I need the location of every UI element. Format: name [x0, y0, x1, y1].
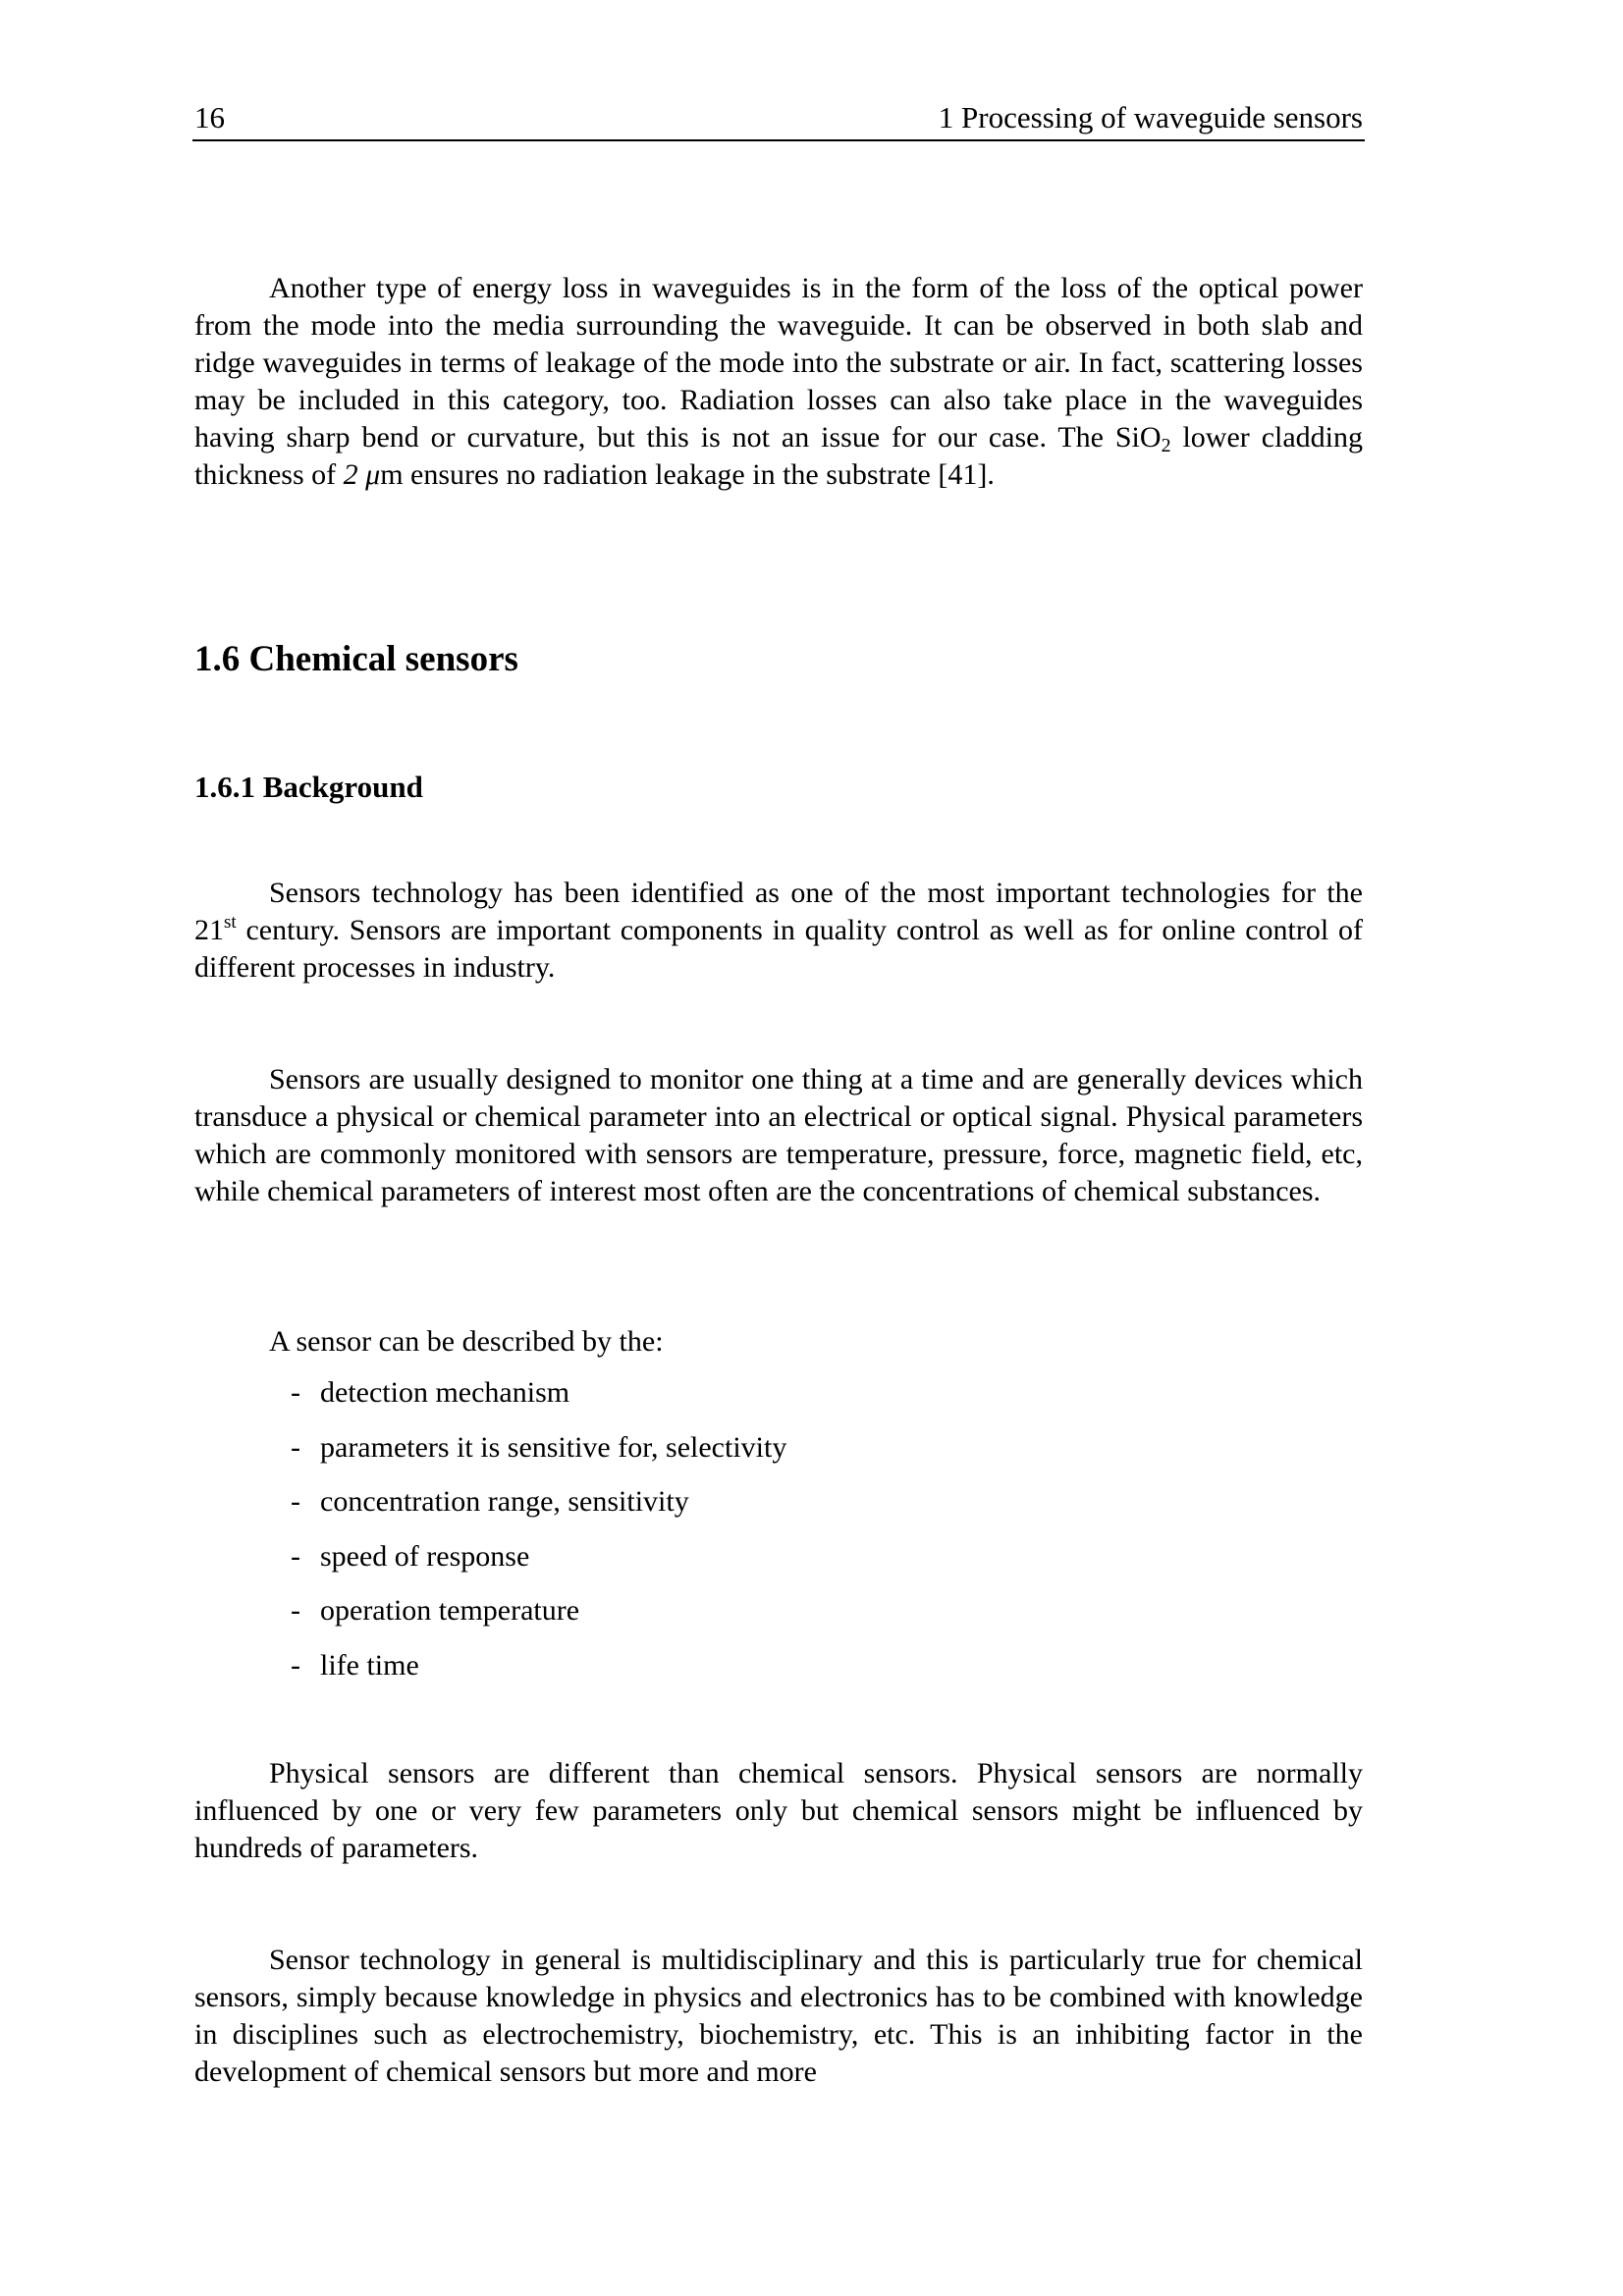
paragraph-text: Sensor technology in general is multidisciplinary and this is particularly true for chemical sensors, simply because knowledge in physics and electronics has to be combined with knowledge in disciplines such as electrochemistry, biochemistry, etc. This is an inhibiting factor in the development of chemical sensors but more and more [194, 1944, 1363, 2088]
list-dash: - [291, 1430, 300, 1464]
list-item-text: life time [320, 1648, 419, 1682]
page-header [192, 98, 1365, 141]
list-item-text: detection mechanism [320, 1376, 570, 1409]
page-number: 16 [194, 100, 225, 134]
subscript: 2 [1161, 435, 1171, 456]
paragraph-radiation-losses [194, 270, 1363, 494]
paragraph-text: century. Sensors are important components in quality control as well as for online control of different processes in industry. [194, 914, 1363, 984]
paragraph-text: Physical sensors are different than chemical sensors. Physical sensors are normally influenced by one or very few parameters only but chemical sensors might be influenced by hundreds of parameters. [194, 1757, 1363, 1864]
paragraph-multidisciplinary [194, 1942, 1363, 2091]
list-item [291, 1483, 786, 1538]
running-title: 1 Processing of waveguide sensors [938, 100, 1363, 134]
list-item [291, 1592, 786, 1647]
subsection-heading: 1.6.1 Background [194, 770, 423, 804]
sensor-properties-list [291, 1374, 786, 1701]
list-item-text: speed of response [320, 1539, 530, 1573]
paragraph-text: Another type of energy loss in waveguides is in the form of the loss of the optical power from the mode into the media surrounding the waveguide. It can be observed in both slab and ridge waveguides in terms of leakage of the mode into the substrate or air. In fact, scattering losses may be included in this category, too. Radiation losses can also take place in the waveguides having sharp bend or curvature, but this is not an issue for our case. The SiO [194, 272, 1363, 454]
section-heading: 1.6 Chemical sensors [194, 639, 518, 679]
list-dash: - [291, 1648, 300, 1682]
list-item [291, 1647, 786, 1702]
list-item-text: concentration range, sensitivity [320, 1485, 689, 1518]
paragraph-text: m ensures no radiation leakage in the substrate [41]. [380, 458, 995, 491]
list-dash: - [291, 1376, 300, 1409]
paragraph-sensors-technology [194, 875, 1363, 987]
italic-value: 2 μ [343, 458, 381, 491]
list-item [291, 1374, 786, 1429]
list-item-text: parameters it is sensitive for, selectivity [320, 1430, 787, 1464]
paragraph-text: Sensors technology has been identified as one of the most important technologies for the 21 [194, 877, 1363, 946]
list-dash: - [291, 1485, 300, 1518]
list-item [291, 1429, 786, 1484]
list-item-text: operation temperature [320, 1594, 580, 1627]
paragraph-sensor-design [194, 1061, 1363, 1210]
superscript: st [224, 912, 237, 933]
list-dash: - [291, 1594, 300, 1627]
list-dash: - [291, 1539, 300, 1573]
paragraph-text: Sensors are usually designed to monitor one thing at a time and are generally devices which transduce a physical or chemical parameter into an electrical or optical signal. Physical parameters which are commonly monitored with sensors are temperature, pressure, force, magnetic field, etc, while chemical parameters of interest most often are the concentrations of chemical substances. [194, 1063, 1363, 1207]
list-item [291, 1538, 786, 1593]
paragraph-text: lower cladding thickness of [194, 421, 1363, 491]
list-intro: A sensor can be described by the: [269, 1325, 664, 1358]
paragraph-physical-vs-chemical [194, 1755, 1363, 1867]
